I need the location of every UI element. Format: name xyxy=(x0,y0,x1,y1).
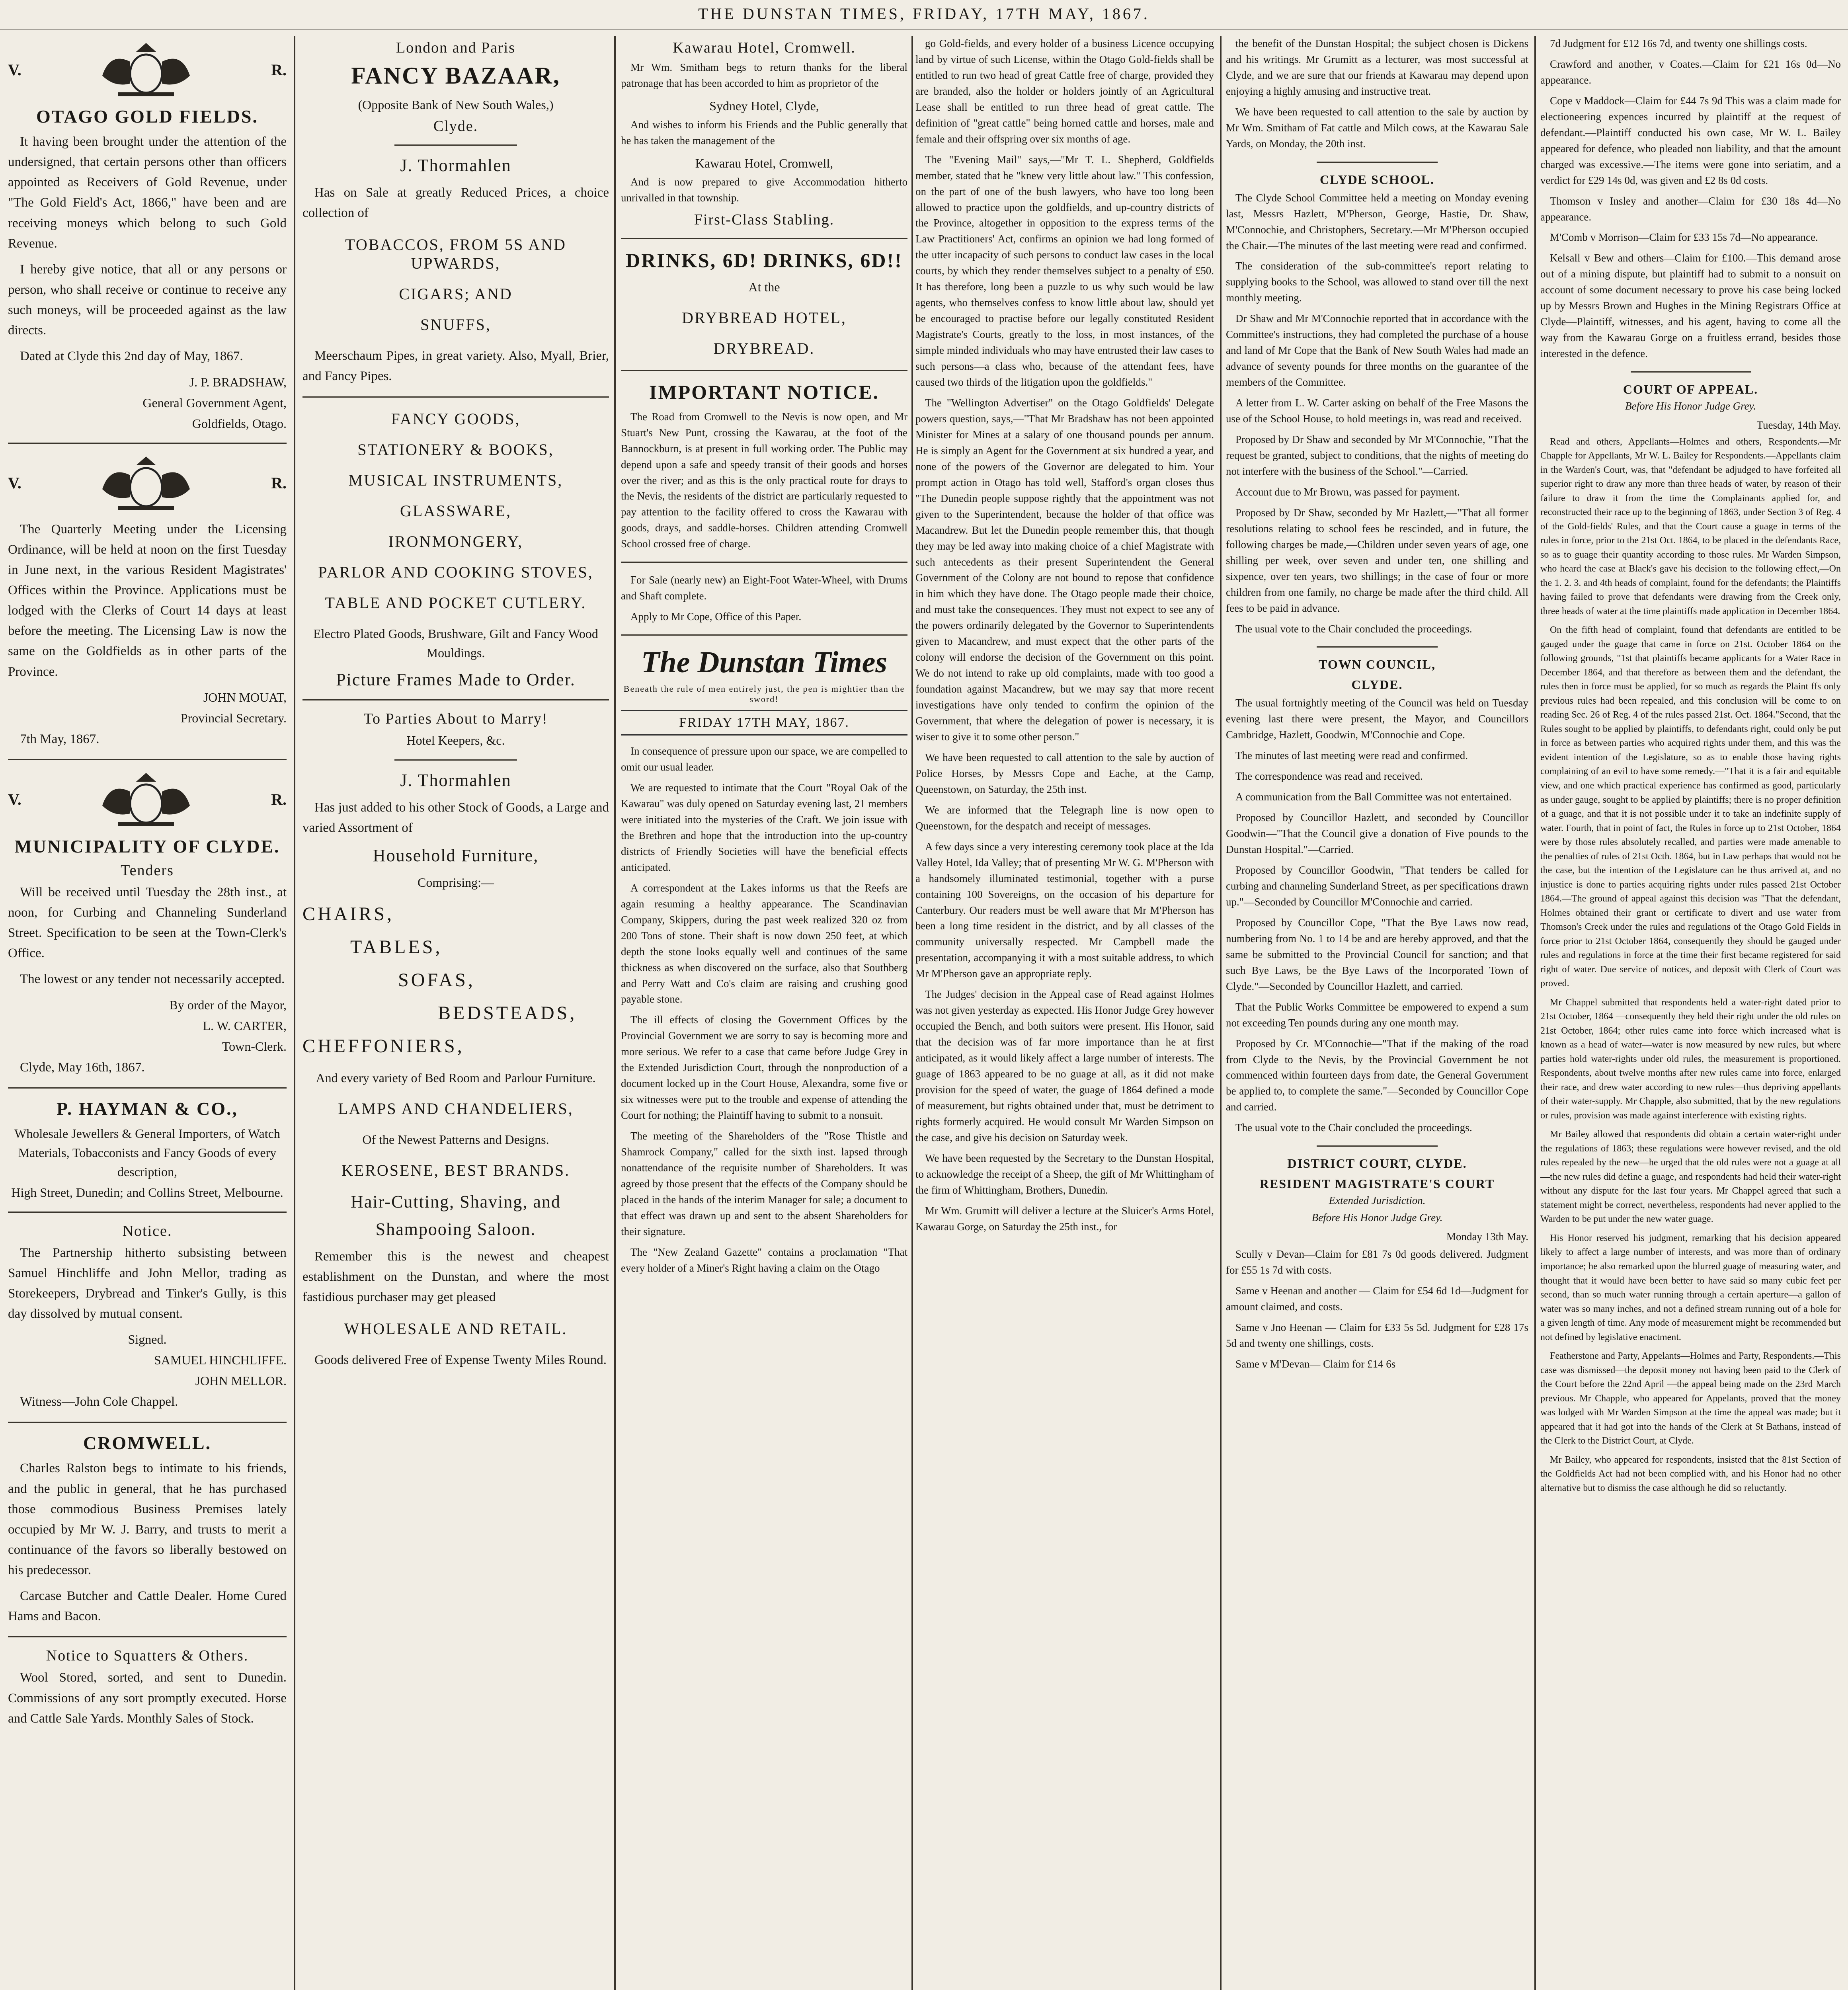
case-paragraph: Scully v Devan—Claim for £81 7s 0d goods delivered. Judgment for £55 1s 7d with costs. xyxy=(1226,1248,1528,1276)
furniture-item: TABLES, xyxy=(350,936,443,958)
crest-r: R. xyxy=(271,60,287,79)
divider xyxy=(1317,1145,1438,1147)
hotel-paragraph: Mr Wm. Smitham begs to return thanks for the liberal patronage that has been accorded to him as proprietor of the xyxy=(621,61,907,89)
crest-v: V. xyxy=(8,790,21,809)
news-paragraph: go Gold-fields, and every holder of a business Licence occupying land by virtue of such License, within the Otago Gold-fields shall be entitled to run two head of great Cattle free of charge, provided they are branded, also the holder or holders jointly of an Agricultural Lease shall be entitled to run three head of great cattle. The definition of "great cattle" being horned cattle and horses, male and female and their offspring over six months of age. xyxy=(915,37,1214,145)
divider xyxy=(8,1422,287,1423)
marry-heading: To Parties About to Marry! xyxy=(363,710,548,727)
case-paragraph: Same v Heenan and another — Claim for £54 6d 1d—Judgment for amount claimed, and costs. xyxy=(1226,1284,1528,1313)
appeal-paragraph: His Honor reserved his judgment, remarking that his decision appeared likely to affect a large number of interests, and was more than of ordinary importance; he also remarked upon the blurred guage of measuring water, and thought that it would have been better to have said so many cubic feet per second, than so much water running through a certain aperture—a gallon of water was so many inches, and not a defined stream running out of a hole for a given length of time. Any mode of measurement might be recommended but not defined by legislative enactment. xyxy=(1540,1233,1841,1342)
column-4 xyxy=(915,36,1214,1990)
notice-signed: Signed. xyxy=(128,1332,167,1347)
column-3 xyxy=(621,36,907,1990)
news-paragraph: The "Wellington Advertiser" on the Otago Goldfields' Delegate powers question, says,—"That Mr Bradshaw has not been appointed Minister for Mines at a salary of one thousand pounds per annum. He is simply an Agent for the Government at six hundred a year, and none of the powers of the Governor are delegated to him. Your prompt action in Otago has told well, Stafford's organ closes thus "The Dunedin people suppose rightly that the appointment was not given to the Superintendent, because the holder of that office was Macandrew. But let the Dunedin people remember this, that though they may be led away into making choice of a chief Magistrate with such antecedents as their present Superintendent the General Government of the Colony are not bound to repose that confidence in him which they have done. The Otago people made their choice, and must take the consequences. They must not expect to see any of the powers ordinarily delegated by the Governor to Superintendents given to Macandrew, and must expect that the other parts of the colony will endorse the decision of the Government on this point. We do not intend to rake up old complaints, made with too good a foundation against Macandrew, but we may say that more recent investigations have only tended to confirm the opinion of the Government, that where the delegation of power is necessary, it is wiser to give it to some other person." xyxy=(915,396,1214,743)
news-paragraph: A few days since a very interesting ceremony took place at the Ida Valley Hotel, Ida Valley; that of presenting Mr W. G. M'Pherson with a handsomely illuminated testimonial, together with a purse containing 100 Sovereigns, on the occasion of his departure for Canterbury. Our readers must be well aware that Mr M'Pherson has been a long time resident in the district, and by all classes of the community universally respected. Mr Campbell made the presentation, accompanying it with a most suitable address, to which Mr M'Pherson gave an appropriate reply. xyxy=(915,840,1214,980)
school-paragraph: The Clyde School Committee held a meeting on Monday evening last, Messrs Hazlett, M'Pherson, George, Hastie, Dr. Shaw, M'Connochie, and Christophers, Secretary.—Mr M'Pherson occupied the Chair.—The minutes of the last meeting were read and confirmed. xyxy=(1226,191,1528,252)
school-paragraph: Proposed by Dr Shaw and seconded by Mr M'Connochie, "That the request be granted, subject to conditions, that the nights of meeting do not interfere with the business of the School."—Carried. xyxy=(1226,433,1528,477)
rm-court-date: Monday 13th May. xyxy=(1446,1231,1528,1243)
town-council-title: TOWN COUNCIL, xyxy=(1319,657,1436,672)
signature-title: Goldfields, Otago. xyxy=(192,416,287,431)
furniture-item: SOFAS, xyxy=(398,969,475,991)
column-1 xyxy=(8,36,287,1990)
district-court-title: DISTRICT COURT, CLYDE. xyxy=(1287,1156,1467,1171)
bazaar-paragraph: Has on Sale at greatly Reduced Prices, a choice collection of xyxy=(302,185,609,220)
divider xyxy=(621,238,907,239)
column-rule xyxy=(294,36,295,1990)
appeal-paragraph: On the fifth head of complaint, found that defendants are entitled to be gauged under the guage that came in force on 21st. October 1864 on the following grounds, "1st that plaintiffs became applicants for a Water Race in December 1864, and that therefore as between them and the defendant, the rules then in force must be applied, for so much as regards the Plaint ffs only previous rules had been repealed, and this conclusion will be come to on reading Sec. 26 of Reg. 4 of the rules passed 21st. Oct. 1864."Second, that the Rules sought to be applied by plaintiffs, to defendants right, could only be put in force as between parties who acquired rights under them, and this was the evident intention of the Legislature, so as to enable those having rights complaining of an evil to have some remedy.—"That it is a fair and equitable view, and one which practical experience has confirmed as good, particularly as under gauge, sought to be applied by plaintiffs; there is no proper definition of a guage, and that it is not possible under it to take an indefinite supply of water. Fourth, that in point of fact, the Rules in force up to 21st October, 1864 were by those rules absolutely recalled, and parties were made amenable to the penalties of rules of 21st Octh. 1864, but in Law perhaps that would not be the case, but the intention of the Legislature can be thus arrived at, and no injustice is done to parties acquiring rights under rules passed 21st October 1864.—The ground of appeal against this decision was "That the defendant, Holmes obtained their grant or certificate to divert and use water from Thomson's Creek under the rules and regulations of the Otago Gold Fields in force prior to 21st October 1864, consequently they should be gauged under rules and regulations in force at the time their first became registered for said right of water. Due service of notices, and deposit with Clerk of Court was proved. xyxy=(1540,625,1841,989)
divider xyxy=(8,1087,287,1089)
divider xyxy=(621,634,907,636)
appeal-paragraph: Mr Chappel submitted that respondents held a water-right dated prior to 21st October, 1864 —consequently they held their right under the old rules on 21st October, 1864; other rules came into force which increased what is known as a head of water—water is now measured by new rules, but where parties hold water-rights under old rules, the measurement is proportioned. Respondents, about twelve months after new rules came into force, enlarged their race, and drew water according to new rules—thus depriving appellants of their water-supply. Mr Chapple, also submitted, that by the new regulations or rules, provision was made against interference with existing rights. xyxy=(1540,997,1841,1121)
council-paragraph: The usual vote to the Chair concluded the proceedings. xyxy=(1235,1122,1472,1134)
plated-goods: Electro Plated Goods, Brushware, Gilt and Fancy Wood Mouldings. xyxy=(313,626,598,660)
divider xyxy=(8,1212,287,1213)
appeal-before: Before His Honor Judge Grey. xyxy=(1625,400,1756,412)
bazaar-location: (Opposite Bank of New South Wales,) xyxy=(358,98,554,112)
kerosene-heading: KEROSENE, BEST BRANDS. xyxy=(341,1161,570,1179)
editorial-paragraph: A correspondent at the Lakes informs us that the Reefs are again resuming a healthy appearance. The Scandinavian Company, Skippers, during the past week realized 320 oz from 200 Tons of stone. Their shaft is now down 250 feet, at which depth the stone looks equally well and continues of the same thickness as when discovered on the surface, also that Southberg and Perry Watt and Co's claim are raising and crushing good payable stone. xyxy=(621,882,907,1005)
case-paragraph: Same v M'Devan— Claim for £14 6s xyxy=(1235,1358,1396,1370)
goods-line: STATIONERY & BOOKS, xyxy=(357,440,554,458)
case-paragraph: Thomson v Insley and another—Claim for £30 18s 4d—No appearance. xyxy=(1540,195,1841,223)
royal-crest-icon xyxy=(94,770,198,829)
sale-paragraph: For Sale (nearly new) an Eight-Foot Water-Wheel, with Drums and Shaft complete. xyxy=(621,574,907,602)
news-paragraph: We have been requested by the Secretary to the Dunstan Hospital, to acknowledge the receipt of a Sheep, the gift of Mr Whittingham of the firm of Whittingham, Brothers, Dunedin. xyxy=(915,1152,1214,1196)
divider xyxy=(302,699,609,700)
licensing-paragraph: The Quarterly Meeting under the Licensing Ordinance, will be held at noon on the first Tuesday in June next, in the various Resident Magistrates' Offices within the Province. Applications must be lodged with the Clerks of Court 14 days at least before the meeting. The Licensing Law is now the same on the Goldfields as in other parts of the Province. xyxy=(8,522,287,679)
stabling-heading: First-Class Stabling. xyxy=(694,211,835,228)
rm-court-subtitle: Extended Jurisdiction. xyxy=(1329,1194,1426,1207)
royal-crest-row xyxy=(8,453,287,513)
hotel-name: Sydney Hotel, Clyde, xyxy=(709,98,819,113)
divider xyxy=(1317,162,1438,163)
hotel-name: Kawarau Hotel, Cromwell, xyxy=(695,156,833,170)
signature: By order of the Mayor, xyxy=(169,997,287,1012)
merchant-name: J. Thormahlen xyxy=(400,770,511,790)
appeal-paragraph: Mr Bailey, who appeared for respondents, insisted that the 81st Section of the Goldfields Act had not been complied with, and his Honor had no other alternative but to dismiss the case although he did so reluctantly. xyxy=(1540,1454,1841,1493)
signature-title: Town-Clerk. xyxy=(222,1039,287,1054)
hair-heading: Shampooing Saloon. xyxy=(375,1219,536,1239)
column-2 xyxy=(302,36,609,1990)
tenders-title: Tenders xyxy=(121,862,174,879)
comprising-label: Comprising:— xyxy=(417,875,494,890)
gold-notice-paragraph: I hereby give notice, that all or any persons or person, who shall receive or continue to receive any such moneys, will be proceeded against as the law directs. xyxy=(8,262,287,338)
school-paragraph: The consideration of the sub-committee's report relating to supplying books to the School, was allowed to stand over till the next monthly meeting. xyxy=(1226,260,1528,304)
royal-crest-row xyxy=(8,770,287,829)
merchant-name: J. Thormahlen xyxy=(400,156,511,175)
cromwell-title: CROMWELL. xyxy=(83,1433,212,1453)
tenders-paragraph: The lowest or any tender not necessarily accepted. xyxy=(20,972,285,987)
signature: JOHN MELLOR. xyxy=(195,1373,287,1388)
hayman-title: P. HAYMAN & CO., xyxy=(56,1098,238,1119)
school-paragraph: The usual vote to the Chair concluded the proceedings. xyxy=(1235,622,1472,635)
case-paragraph: Kelsall v Bew and others—Claim for £100.—This demand arose out of a mining dispute, but plaintiff had to submit to a nonsuit on account of some document necessary to prove his case being locked up by Messrs Brown and Hughes in the Mining Registrars Office at Clyde—Plaintiff, witnesses, and his agent, having to come all the way from the Kawarau Gorge on a fruitless errand, besides those interested in the defence. xyxy=(1540,252,1841,360)
furniture-item: BEDSTEADS, xyxy=(438,1002,577,1024)
notice-witness: Witness—John Cole Chappel. xyxy=(20,1395,178,1409)
drybread-town: DRYBREAD. xyxy=(713,339,815,357)
royal-crest-row xyxy=(8,40,287,100)
important-notice-heading: IMPORTANT NOTICE. xyxy=(649,380,879,403)
case-paragraph: M'Comb v Morrison—Claim for £33 15s 7d—No appearance. xyxy=(1550,231,1818,244)
hotel-paragraph: And is now prepared to give Accommodation hitherto unrivalled in that township. xyxy=(621,176,907,204)
rm-court-title: RESIDENT MAGISTRATE'S COURT xyxy=(1259,1176,1495,1191)
hair-heading: Hair-Cutting, Shaving, and xyxy=(351,1192,561,1212)
school-paragraph: Proposed by Dr Shaw, seconded by Mr Hazlett,—"That all former resolutions relating to school fees be rescinded, and in future, the following charges be made,—Children under seven years of age, one shilling per week, over seven and under ten, one shilling and sixpence, over ten years, two shillings; in the case of four or more children from one family, no charge be made after the third child. All fees to be paid in advance. xyxy=(1226,506,1528,614)
at-the-label: At the xyxy=(748,279,780,294)
masthead: THE DUNSTAN TIMES, FRIDAY, 17TH MAY, 1867. xyxy=(0,0,1848,29)
editorial-paragraph: The "New Zealand Gazette" contains a proclamation "That every holder of a Miner's Right having a claim on the Otago xyxy=(621,1246,907,1274)
municipality-title: MUNICIPALITY OF CLYDE. xyxy=(14,836,280,856)
goods-line: CIGARS; AND xyxy=(399,285,513,303)
signature-title: General Government Agent, xyxy=(142,395,287,410)
divider xyxy=(8,1636,287,1637)
bazaar-title: FANCY BAZAAR, xyxy=(351,62,560,89)
appeal-paragraph: Featherstone and Party, Appelants—Holmes and Party, Respondents.—This case was dismissed—the deposit money not having been paid to the Clerk of the Court before the 22nd April —the appeal being made on the 23rd March previous. Mr Chapple, who appeared for Appelants, proved that the money was lodged with Mr Warden Simpson at the time the appeal was made; but it appeared that it had got into the hands of the Clerk at St Bathans, instead of the Clerk to the District Court, at Clyde. xyxy=(1540,1351,1841,1446)
town-council-subtitle: CLYDE. xyxy=(1351,677,1403,692)
divider xyxy=(394,144,517,146)
council-paragraph: A communication from the Ball Committee was not entertained. xyxy=(1235,791,1512,803)
council-paragraph: That the Public Works Committee be empowered to expend a sum not exceeding Ten pounds during any one month may. xyxy=(1226,1001,1528,1029)
divider xyxy=(1317,646,1438,648)
school-paragraph: A letter from L. W. Carter asking on behalf of the Free Masons the use of the School House, to hold meetings in, was read and received. xyxy=(1226,397,1528,425)
goods-line: SNUFFS, xyxy=(420,316,491,334)
editorial-paragraph: In consequence of pressure upon our space, we are compelled to omit our usual leader. xyxy=(621,745,907,773)
news-paragraph: the benefit of the Dunstan Hospital; the subject chosen is Dickens and his writings. Mr Grumitt as a lecturer, was most successful at Clyde, and we are sure that our friends at Kawarau may depend upon enjoying a highly amusing and instructive treat. xyxy=(1226,37,1528,97)
column-6 xyxy=(1540,36,1841,1990)
goods-line: PARLOR AND COOKING STOVES, xyxy=(318,563,593,581)
council-paragraph: Proposed by Councillor Goodwin, "That tenders be called for curbing and channeling Sunderland Street, as per specifications drawn up."—Seconded by Councillor M'Connochie and carried. xyxy=(1226,864,1528,908)
hotel-keepers: Hotel Keepers, &c. xyxy=(406,733,505,747)
council-paragraph: Proposed by Councillor Hazlett, and seconded by Councillor Goodwin—"That the Council give a donation of Five pounds to the Dunstan Hospital."—Carried. xyxy=(1226,812,1528,856)
goods-line: MUSICAL INSTRUMENTS, xyxy=(348,471,563,489)
news-paragraph: The Judges' decision in the Appeal case of Read against Holmes was not given yesterday as expected. His Honor Judge Grey however occupied the Bench, and both suitors were present. His Honor, said that the decision was of far more importance than he at first anticipated, as it would likely affect a large number of interests. The guage of 1863 appeared to be no guage at all, as it did not make provision for the speed of water, the guage of 1864 defined a mode of measurement, but rights obtained under that, must be detriment to rights formerly acquired. He would consult Mr Warden Simpson on the case, and give his decision on Saturday week. xyxy=(915,988,1214,1143)
appeal-paragraph: Mr Bailey allowed that respondents did obtain a certain water-right under the regulations of 1863; these regulations were however revised, and the old rules repealed by the new—he urged that the old rules were not a guage at all—the new rules did define a guage, and respondents had held their water-right without any dispute for the last four years. Mr Chappel agreed that such a statement might be correct, nevertheless, respondents had never applied to the Warden to be put under the new water guage. xyxy=(1540,1129,1841,1225)
bazaar-overline: London and Paris xyxy=(396,39,516,56)
cromwell-paragraph: Charles Ralston begs to intimate to his friends, and the public in general, that he has purchased those commodious Business Premises lately occupied by Mr W. J. Barry, and trusts to merit a continuance of the favors so liberally bestowed on his predecessor. xyxy=(8,1461,287,1578)
signature-title: Provincial Secretary. xyxy=(180,710,287,725)
gold-fields-title: OTAGO GOLD FIELDS. xyxy=(36,106,258,127)
news-paragraph: The "Evening Mail" says,—"Mr T. L. Shepherd, Goldfields member, stated that he "knew very little about law." This confession, on the part of one of the bush lawyers, who have too long been allowed to practice upon the goldfields, and up-country districts of the Province, altogether in opposition to the express terms of the Law Practitioners' Act, confirms an opinion we had long formed of the utter incapacity of such persons to conduct law cases in the local courts, by which they render themselves subject to a penalty of £50. It has therefore, long been a puzzle to us why such would be law agents, who themselves confess to know little about law, should yet be encouraged to practise before our legally constituted Resident Magistrate's Courts, greatly to the loss, in most instances, of the simple minded individuals who may have entrusted their law cases to such persons—a class who, because of the attendant fees, have caused two thirds of the litigation upon the goldfields." xyxy=(915,153,1214,388)
case-paragraph: Crawford and another, v Coates.—Claim for £21 16s 0d—No appearance. xyxy=(1540,58,1841,86)
appeal-paragraph: Read and others, Appellants—Holmes and others, Respondents.—Mr Chapple for Appellants, Mr W. L. Bailey for Respondents.—Appellants claim in the Warden's Court, was, that "defendant be adjudged to have forfeited all superior right to draw any more than three heads of water, by reason of their failure to draw it from the time the Complainants applied for, and reconstructed their race up to the beginning of 1863, under Section 3 of Reg. 4 of the Gold-fields' Rules, and that the Court cause a guage in terms of the rules in force, prior to the 21st Oct. 1864, to be placed in the defendants Race, so as to guage their quantity according to those rules. Mr Warden Simpson, who heard the case at Black's gave his decision to the following effect,—On the 1. 2. 3. and 4th heads of complaint, found for the defendants; the Plaintiffs having failed to prove that defendants were drawing from the Creek only, three heads of water at the time plaintiffs made application in December 1864. xyxy=(1540,436,1841,617)
furniture-item: CHAIRS, xyxy=(302,903,394,925)
goods-line: GLASSWARE, xyxy=(400,501,512,520)
licensing-date: 7th May, 1867. xyxy=(20,732,100,746)
crest-v: V. xyxy=(8,474,21,492)
furniture-variety: And every variety of Bed Room and Parlour Furniture. xyxy=(316,1070,596,1085)
column-rule xyxy=(1220,36,1222,1990)
divider xyxy=(621,370,907,371)
delivery-paragraph: Goods delivered Free of Expense Twenty Miles Round. xyxy=(314,1353,607,1368)
school-paragraph: Account due to Mr Brown, was passed for payment. xyxy=(1235,486,1460,498)
clyde-school-title: CLYDE SCHOOL. xyxy=(1320,172,1434,187)
pipes-paragraph: Meerschaum Pipes, in great variety. Also, Myall, Brier, and Fancy Pipes. xyxy=(302,349,609,384)
divider xyxy=(8,759,287,760)
goods-line: IRONMONGERY, xyxy=(388,532,523,550)
goods-line: TOBACCOS, FROM 5S AND UPWARDS, xyxy=(345,236,566,273)
road-paragraph: The Road from Cromwell to the Nevis is now open, and Mr Stuart's New Punt, crossing the Kawarau, at the foot of the Bannockburn, is at present in full working order. The Public may depend upon a safe and speedy transit of their goods and horses over the river; and as this is the only practical route for drays to the Nevis, the residents of the district are particularly requested to pay attention to the facility offered to cross the Kawarau with goods, drays, and saddle-horses. Children attending Cromwell School crossed free of charge. xyxy=(621,410,907,550)
divider xyxy=(394,759,517,761)
furniture-heading: Household Furniture, xyxy=(373,845,539,865)
council-paragraph: The correspondence was read and received. xyxy=(1235,770,1423,782)
editorial-paragraph: The ill effects of closing the Government Offices by the Provincial Government we are sorry to say is becoming more and more serious. We refer to a case that came before Judge Grey in the Extended Jurisdiction Court, through the nonproduction of a document locked up in the Court House, Alexandra, some five or six witnesses were put to the trouble and expense of attending the Court for nothing; the Plaintiff having to submit to a nonsuit. xyxy=(621,1014,907,1122)
gold-notice-date: Dated at Clyde this 2nd day of May, 1867. xyxy=(20,349,243,364)
divider xyxy=(1631,371,1751,373)
column-5 xyxy=(1226,36,1528,1990)
picture-frames: Picture Frames Made to Order. xyxy=(336,669,576,689)
drinks-heading: DRINKS, 6D! DRINKS, 6D!! xyxy=(626,249,903,271)
case-paragraph: Same v Jno Heenan — Claim for £33 5s 5d. Judgment for £28 17s 5d and twenty one shillings, costs. xyxy=(1226,1321,1528,1349)
news-paragraph: We have been requested to call attention to the sale by auction by Mr Wm. Smitham of Fat cattle and Milch cows, at the Kawarau Sale Yards, on Monday, the 20th inst. xyxy=(1226,105,1528,150)
squatters-paragraph: Wool Stored, sorted, and sent to Dunedin. Commissions of any sort promptly executed. Horse and Cattle Sale Yards. Monthly Sales of Stock. xyxy=(8,1670,287,1726)
news-paragraph: We are informed that the Telegraph line is now open to Queenstown, for the despatch and receipt of messages. xyxy=(915,804,1214,832)
editorial-paragraph: The meeting of the Shareholders of the "Rose Thistle and Shamrock Company," called for the sixth inst. lapsed through nonattendance of the requisite number of Shareholders. It was agreed by those present that the effects of the Company should be placed in the hands of the interim Manager for sale; a document to that effect was drawn up and sent to the absent Shareholders for their signature. xyxy=(621,1130,907,1237)
hayman-address: High Street, Dunedin; and Collins Street, Melbourne. xyxy=(11,1185,283,1200)
sale-paragraph: Apply to Mr Cope, Office of this Paper. xyxy=(630,611,802,623)
wholesale-heading: WHOLESALE AND RETAIL. xyxy=(344,1320,568,1338)
furniture-paragraph: Has just added to his other Stock of Goods, a Large and varied Assortment of xyxy=(302,800,609,835)
bazaar-town: Clyde. xyxy=(433,118,478,135)
case-paragraph: 7d Judgment for £12 16s 7d, and twenty one shillings costs. xyxy=(1550,37,1807,49)
goods-line: FANCY GOODS, xyxy=(391,410,521,428)
council-paragraph: The minutes of last meeting were read and confirmed. xyxy=(1235,749,1468,762)
royal-crest-icon xyxy=(94,453,198,513)
news-paragraph: We have been requested to call attention to the sale by auction of Police Horses, by Messrs Cope and Eache, at the Camp, Queenstown, on Saturday, the 25th inst. xyxy=(915,751,1214,795)
paper-motto: Beneath the rule of men entirely just, the pen is mightier than the sword! xyxy=(623,684,905,704)
rm-court-before: Before His Honor Judge Grey. xyxy=(1311,1212,1443,1224)
crest-r: R. xyxy=(271,790,287,809)
issue-date: FRIDAY 17TH MAY, 1867. xyxy=(621,710,907,736)
lamps-designs: Of the Newest Patterns and Designs. xyxy=(362,1132,549,1147)
cromwell-paragraph: Carcase Butcher and Cattle Dealer. Home Cured Hams and Bacon. xyxy=(8,1589,287,1624)
signature: L. W. CARTER, xyxy=(203,1018,287,1033)
lamps-heading: LAMPS AND CHANDELIERS, xyxy=(338,1099,574,1118)
notice-paragraph: The Partnership hitherto subsisting between Samuel Hinchliffe and John Mellor, trading as Storekeepers, Drybread and Tinker's Gully, is this day dissolved by mutual consent. xyxy=(8,1245,287,1321)
editorial-paragraph: We are requested to intimate that the Court "Royal Oak of the Kawarau" was duly opened on Saturday evening last, 21 members were initiated into the mysteries of the Craft. We join issue with the Brethren and hope that the introduction into the up-country districts of Friendly Societies will have the beneficial effects anticipated. xyxy=(621,782,907,873)
royal-crest-icon xyxy=(94,40,198,100)
divider xyxy=(8,443,287,444)
tenders-date: Clyde, May 16th, 1867. xyxy=(20,1060,145,1075)
crest-r: R. xyxy=(271,474,287,492)
signature: SAMUEL HINCHLIFFE. xyxy=(154,1353,287,1368)
hotel-paragraph: And wishes to inform his Friends and the Public generally that he has taken the management of the xyxy=(621,118,907,146)
divider xyxy=(621,562,907,563)
crest-v: V. xyxy=(8,60,21,79)
news-paragraph: Mr Wm. Grumitt will deliver a lecture at the Sluicer's Arms Hotel, Kawarau Gorge, on Saturday the 25th inst., for xyxy=(915,1204,1214,1233)
kawarau-hotel-title: Kawarau Hotel, Cromwell. xyxy=(673,39,856,56)
gold-notice-paragraph: It having been brought under the attention of the undersigned, that certain persons other than officers appointed as Receivers of Gold Revenue, under "The Gold Field's Act, 1866," have been and are receiving moneys which belong to such Gold Revenue. xyxy=(8,135,287,251)
council-paragraph: Proposed by Cr. M'Connochie—"That if the making of the road from Clyde to the Nevis, by the Provincial Government be not commenced within fourteen days from date, the General Government be applied to, to complete the same."—Seconded by Councillor Cope and carried. xyxy=(1226,1037,1528,1113)
furniture-item: CHEFFONIERS, xyxy=(302,1035,464,1057)
column-rule xyxy=(614,36,616,1990)
column-rule xyxy=(911,36,913,1990)
school-paragraph: Dr Shaw and Mr M'Connochie reported that in accordance with the Committee's instructions, they had completed the purchase of a house and land of Mr Cope that the Bank of New South Wales had made an advance of seventy pounds for three months on the guarantee of the members of the Committee. xyxy=(1226,312,1528,388)
hayman-description: Wholesale Jewellers & General Importers, of Watch Materials, Tobacconists and Fancy Goods of every description, xyxy=(14,1126,280,1179)
notice-title: Notice. xyxy=(122,1222,172,1239)
goods-line: TABLE AND POCKET CUTLERY. xyxy=(325,593,587,612)
case-paragraph: Cope v Maddock—Claim for £44 7s 9d This was a claim made for electioneering expences incurred by plaintiff at the request of defendant.—Plaintiff conducted his own case, Mr W. L. Bailey appeared for defence, who pleaded non liability, and that the amount charged was excessive.—The items were gone into seriatim, and a verdict for £29 14s 0d, was given and £2 8s 0d costs. xyxy=(1540,94,1841,186)
drybread-hotel: DRYBREAD HOTEL, xyxy=(682,308,847,327)
paper-name: The Dunstan Times xyxy=(641,646,887,679)
appeal-date: Tuesday, 14th May. xyxy=(1756,419,1841,431)
divider xyxy=(302,396,609,398)
tenders-paragraph: Will be received until Tuesday the 28th inst., at noon, for Curbing and Channeling Sunderland Street. Specification to be seen at the Town-Clerk's Office. xyxy=(8,885,287,961)
signature: J. P. BRADSHAW, xyxy=(189,375,287,389)
council-paragraph: Proposed by Councillor Cope, "That the Bye Laws now read, numbering from No. 1 to 14 be and are hereby approved, and that the same be submitted to the Provincial Council for sanction; and that such Bye Laws, be the Bye Laws of the Incorporated Town of Clyde."—Seconded by Councillor Hazlett, and carried. xyxy=(1226,916,1528,992)
remember-paragraph: Remember this is the newest and cheapest establishment on the Dunstan, and where the most fastidious purchaser may get pleased xyxy=(302,1249,609,1305)
squatters-title: Notice to Squatters & Others. xyxy=(46,1647,249,1664)
council-paragraph: The usual fortnightly meeting of the Council was held on Tuesday evening last there were present, the Mayor, and Councillors Cambridge, Hazlett, Goodwin, M'Connochie and Cope. xyxy=(1226,697,1528,741)
column-rule xyxy=(1534,36,1536,1990)
signature: JOHN MOUAT, xyxy=(203,690,287,704)
court-of-appeal-title: COURT OF APPEAL. xyxy=(1623,382,1758,397)
